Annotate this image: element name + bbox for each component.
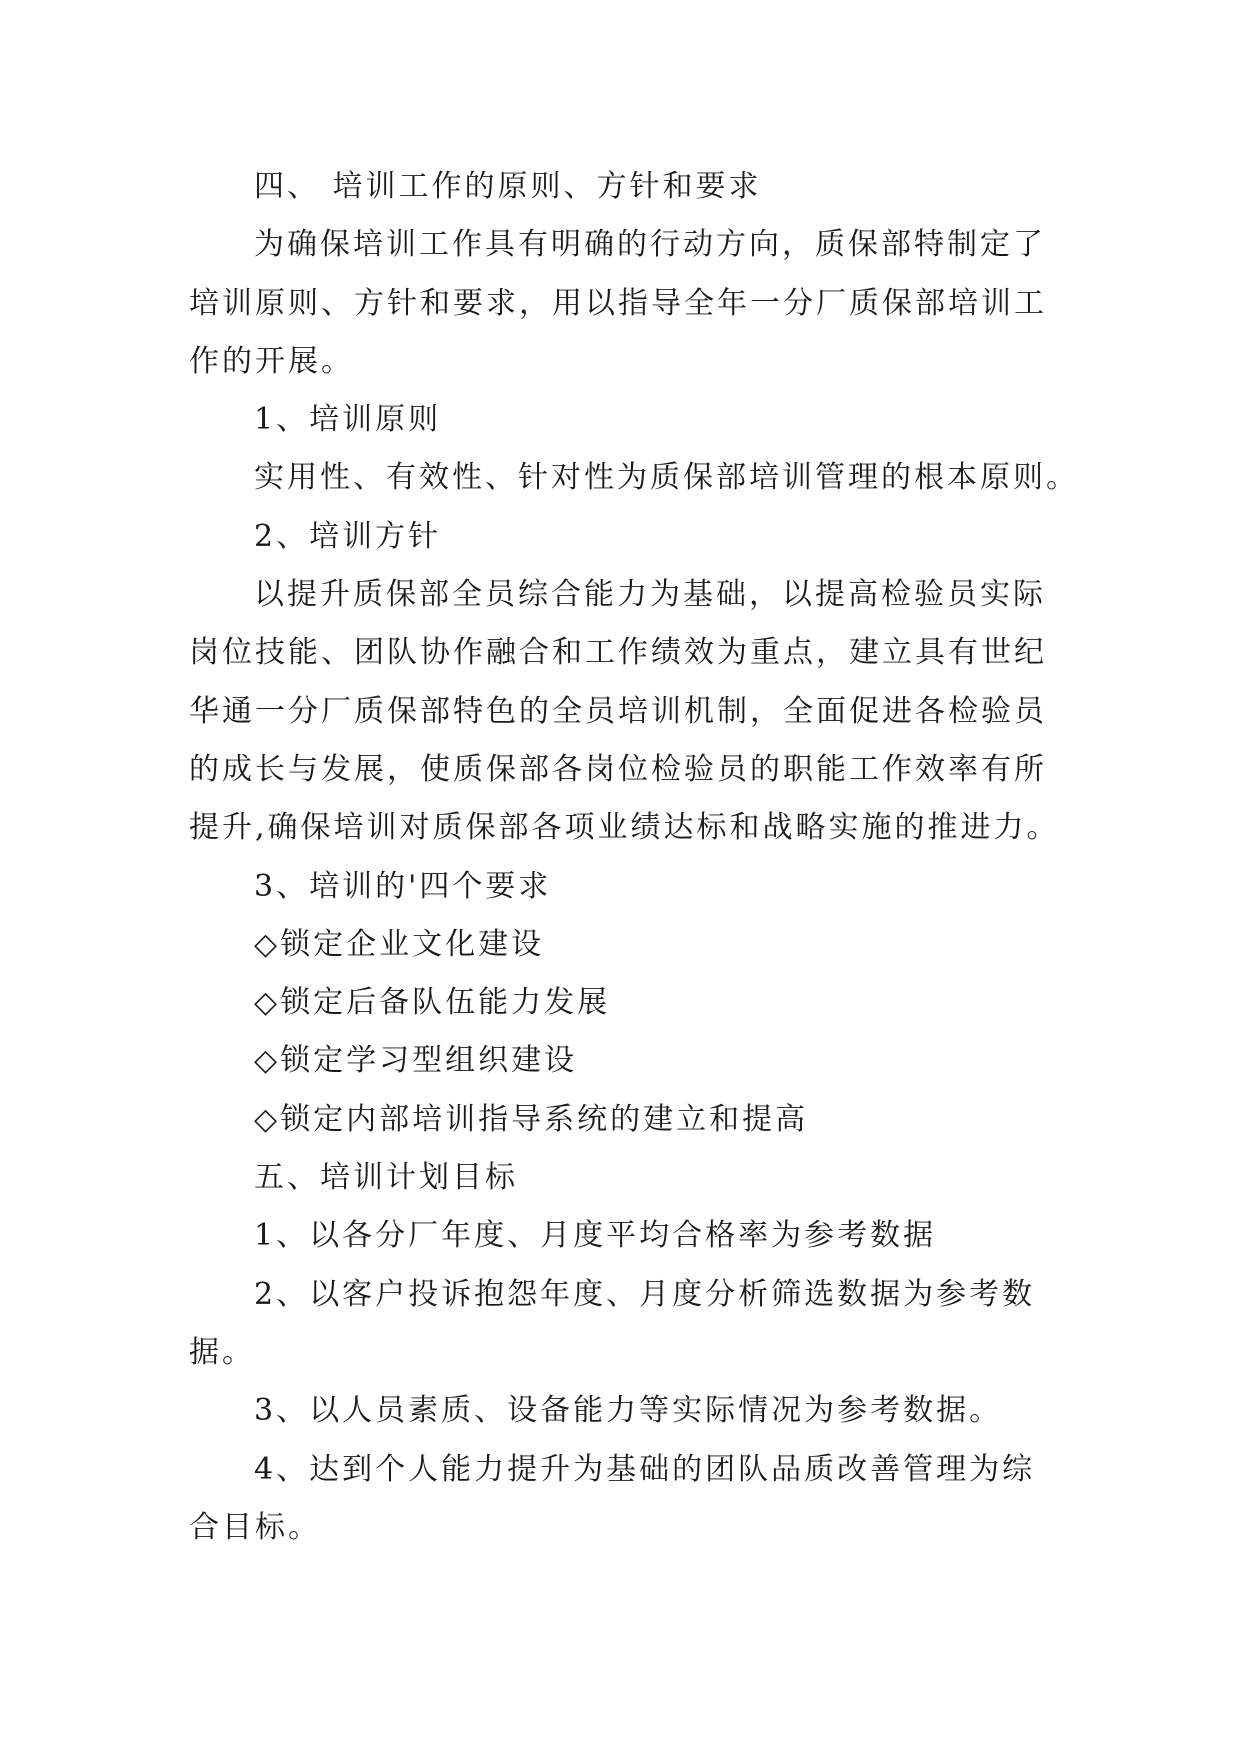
- paragraph-line: 以提升质保部全员综合能力为基础，以提高检验员实际: [254, 577, 1046, 613]
- paragraph-line: 提升,确保培训对质保部各项业绩达标和战略实施的推进力。: [189, 810, 1060, 846]
- paragraph-line: 华通一分厂质保部特色的全员培训机制，全面促进各检验员: [189, 693, 1047, 729]
- paragraph-line: 的成长与发展，使质保部各岗位检验员的职能工作效率有所: [189, 751, 1047, 787]
- document-page: [189, 158, 1079, 1557]
- section-heading: 五、培训计划目标: [254, 1160, 518, 1196]
- paragraph-line: 4、达到个人能力提升为基础的团队品质改善管理为综: [254, 1451, 1036, 1487]
- paragraph-line: 1、以各分厂年度、月度平均合格率为参考数据: [254, 1218, 937, 1254]
- list-item: ◇锁定后备队伍能力发展: [254, 985, 611, 1021]
- subsection-heading: 1、培训原则: [254, 402, 442, 438]
- paragraph-line: 培训原则、方针和要求，用以指导全年一分厂质保部培训工: [189, 285, 1047, 321]
- list-item: ◇锁定学习型组织建设: [254, 1043, 578, 1079]
- paragraph-line: 岗位技能、团队协作融合和工作绩效为重点，建立具有世纪: [189, 635, 1047, 671]
- section-heading: 四、 培训工作的原则、方针和要求: [254, 169, 762, 204]
- list-item: ◇锁定企业文化建设: [254, 926, 545, 962]
- paragraph-line: 作的开展。: [189, 343, 354, 379]
- paragraph-line: 据。: [189, 1334, 255, 1370]
- list-item: ◇锁定内部培训指导系统的建立和提高: [254, 1101, 809, 1137]
- paragraph-line: 为确保培训工作具有明确的行动方向，质保部特制定了: [254, 227, 1046, 263]
- paragraph-line: 3、以人员素质、设备能力等实际情况为参考数据。: [254, 1393, 1003, 1429]
- paragraph-line: 实用性、有效性、针对性为质保部培训管理的根本原则。: [254, 460, 1079, 496]
- subsection-heading: 3、培训的'四个要求: [254, 868, 552, 904]
- paragraph-line: 合目标。: [189, 1509, 321, 1545]
- paragraph-line: 2、以客户投诉抱怨年度、月度分析筛选数据为参考数: [254, 1276, 1036, 1312]
- subsection-heading: 2、培训方针: [254, 518, 442, 554]
